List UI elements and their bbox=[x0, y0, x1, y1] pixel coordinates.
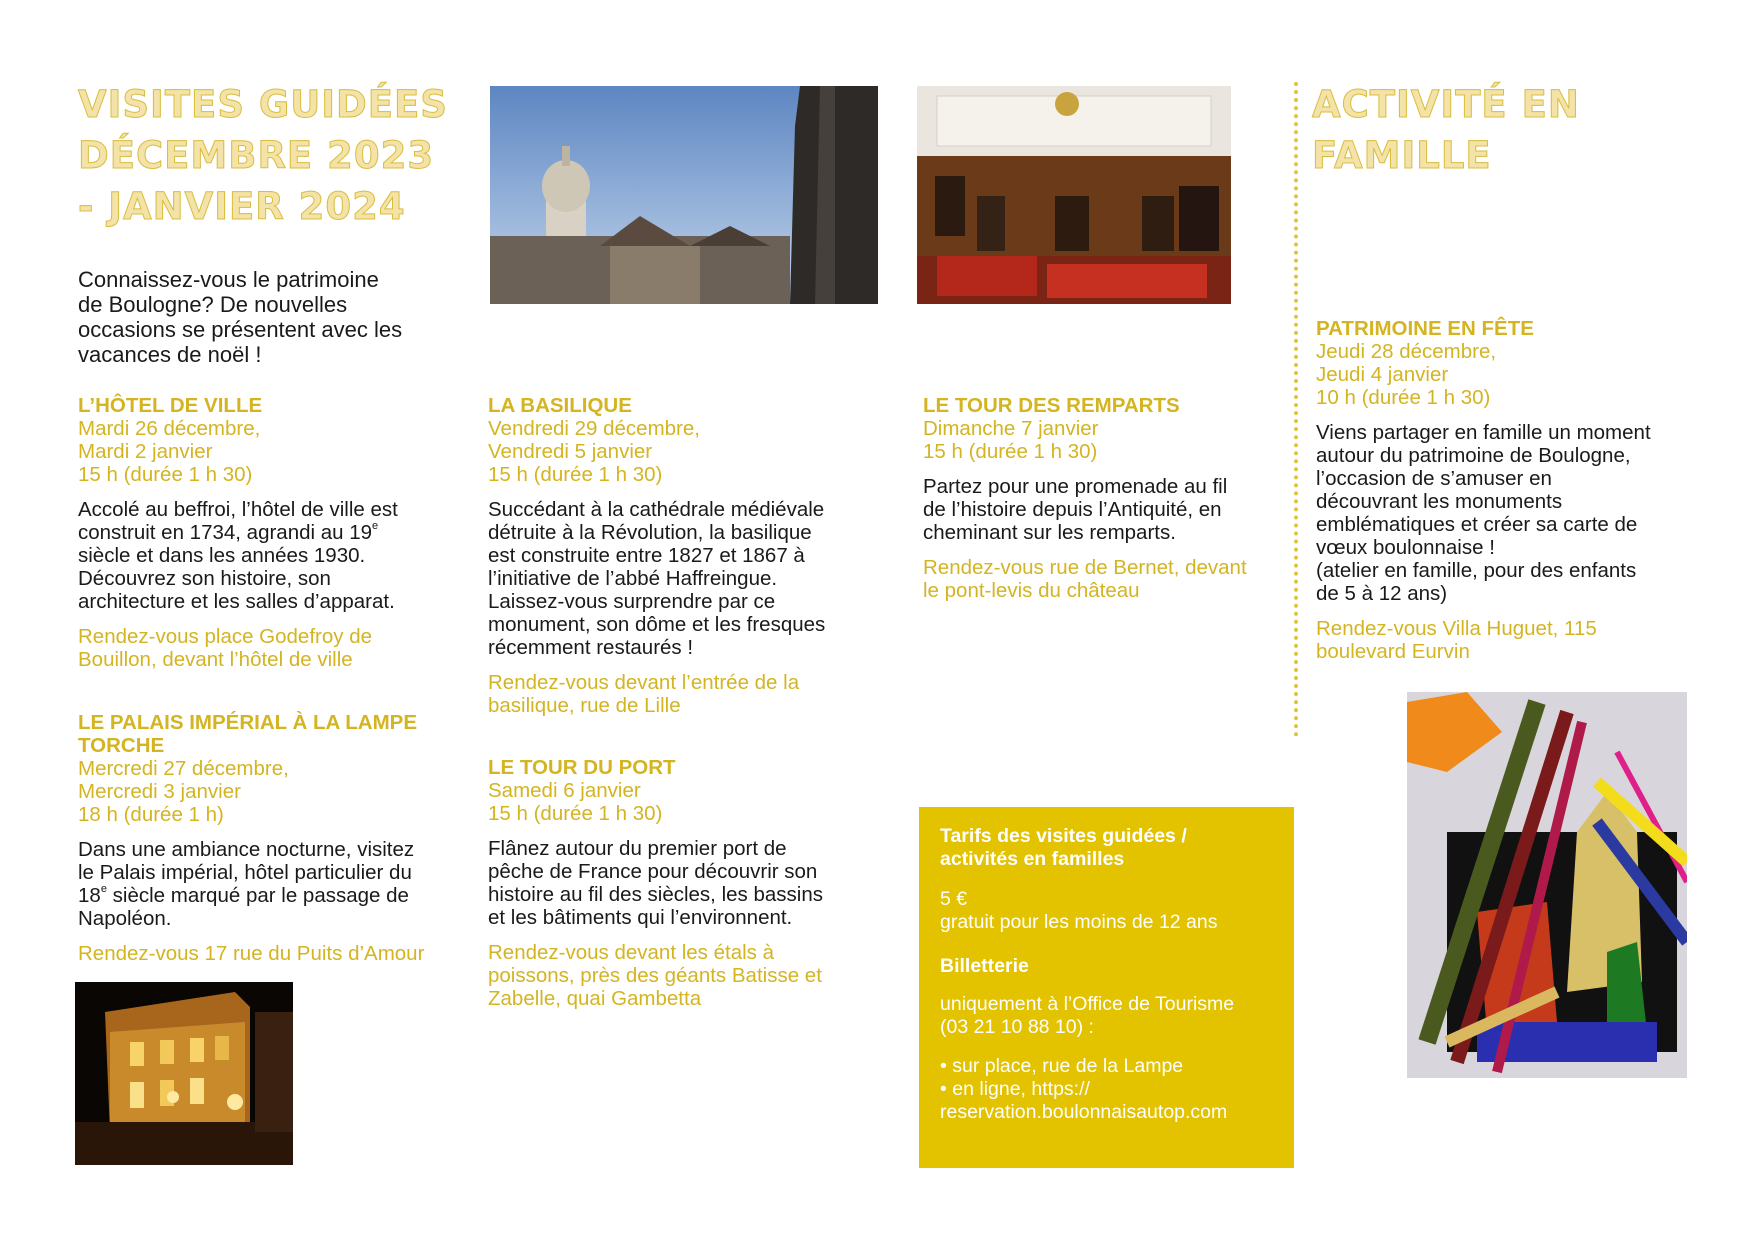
section-desc: architecture et les salles d’apparat. bbox=[78, 590, 395, 613]
section-desc: vœux boulonnaise ! bbox=[1316, 536, 1495, 559]
palais-section bbox=[78, 711, 458, 965]
section-desc: emblématiques et créer sa carte de bbox=[1316, 513, 1638, 536]
section-time: 10 h (durée 1 h 30) bbox=[1316, 386, 1491, 409]
right-title bbox=[1312, 79, 1580, 181]
section-date: Jeudi 28 décembre, bbox=[1316, 340, 1497, 363]
section-desc: de 5 à 12 ans) bbox=[1316, 582, 1448, 605]
section-desc: pêche de France pour découvrir son bbox=[488, 860, 818, 883]
section-desc: 18e siècle marqué par le passage de bbox=[78, 883, 409, 907]
salle-photo bbox=[917, 86, 1231, 304]
section-desc: histoire au fil des siècles, les bassins bbox=[488, 883, 823, 906]
section-desc: Découvrez son histoire, son bbox=[78, 567, 331, 590]
price-line: gratuit pour les moins de 12 ans bbox=[940, 911, 1218, 933]
intro-line: vacances de noël ! bbox=[78, 342, 262, 367]
intro-line: occasions se présentent avec les bbox=[78, 317, 403, 342]
tarifs-prices bbox=[940, 888, 1218, 934]
right-title-line: ACTIVITÉ EN bbox=[1312, 83, 1580, 126]
section-time: 15 h (durée 1 h 30) bbox=[78, 463, 253, 486]
section-date: Samedi 6 janvier bbox=[488, 779, 641, 802]
meeting-point: poissons, près des géants Batisse et bbox=[488, 964, 822, 987]
tarifs-heading-line: activités en familles bbox=[940, 848, 1125, 870]
section-title: LE TOUR DES REMPARTS bbox=[923, 394, 1180, 417]
booking-url[interactable]: reservation.boulonnaisautop.com bbox=[940, 1101, 1228, 1123]
section-title: L’HÔTEL DE VILLE bbox=[78, 394, 263, 417]
section-date: Vendredi 5 janvier bbox=[488, 440, 653, 463]
section-title: PATRIMOINE EN FÊTE bbox=[1316, 317, 1534, 340]
bullet-icon: • bbox=[940, 1055, 947, 1077]
section-date: Vendredi 29 décembre, bbox=[488, 417, 700, 440]
basilique-photo bbox=[490, 86, 878, 304]
craft-photo bbox=[1407, 692, 1687, 1078]
section-desc: le Palais impérial, hôtel particulier du bbox=[78, 861, 412, 884]
section-desc: découvrant les monuments bbox=[1316, 490, 1563, 513]
section-desc: Laissez-vous surprendre par ce bbox=[488, 590, 776, 613]
meeting-point: Rendez-vous rue de Bernet, devant bbox=[923, 556, 1247, 579]
palais-night-photo bbox=[75, 982, 293, 1165]
section-desc: Partez pour une promenade au fil bbox=[923, 475, 1228, 498]
bullet-item: • en ligne, https:// bbox=[940, 1078, 1090, 1100]
section-desc: Flânez autour du premier port de bbox=[488, 837, 787, 860]
left-title-line: - JANVIER 2024 bbox=[78, 185, 406, 228]
section-title: LE PALAIS IMPÉRIAL À LA LAMPE bbox=[78, 711, 418, 734]
section-desc: (atelier en famille, pour des enfants bbox=[1316, 559, 1637, 582]
tarifs-heading bbox=[940, 825, 1187, 871]
section-desc: autour du patrimoine de Boulogne, bbox=[1316, 444, 1631, 467]
section-desc: Dans une ambiance nocturne, visitez bbox=[78, 838, 415, 861]
billetterie-text bbox=[940, 993, 1234, 1039]
section-date: Mardi 26 décembre, bbox=[78, 417, 261, 440]
meeting-point: boulevard Eurvin bbox=[1316, 640, 1470, 663]
section-desc: Succédant à la cathédrale médiévale bbox=[488, 498, 825, 521]
meeting-point: Zabelle, quai Gambetta bbox=[488, 987, 702, 1010]
section-desc: l’occasion de s’amuser en bbox=[1316, 467, 1552, 490]
basilique-section bbox=[488, 394, 868, 717]
section-date: Mardi 2 janvier bbox=[78, 440, 213, 463]
section-desc: et les bâtiments qui l’environnent. bbox=[488, 906, 793, 929]
price-line: 5 € bbox=[940, 888, 968, 910]
section-desc: Accolé au beffroi, l’hôtel de ville est bbox=[78, 498, 398, 521]
section-time: 15 h (durée 1 h 30) bbox=[923, 440, 1098, 463]
intro-line: Connaissez-vous le patrimoine bbox=[78, 267, 379, 292]
remparts-section bbox=[923, 394, 1283, 602]
section-date: Mercredi 3 janvier bbox=[78, 780, 241, 803]
hotel-de-ville-section bbox=[78, 394, 458, 671]
section-date: Mercredi 27 décembre, bbox=[78, 757, 289, 780]
port-section bbox=[488, 756, 868, 1010]
billetterie-bullets bbox=[940, 1055, 1227, 1124]
tarifs-box bbox=[919, 807, 1294, 1168]
section-title: LA BASILIQUE bbox=[488, 394, 632, 417]
billetterie-label: Billetterie bbox=[940, 955, 1029, 977]
section-date: Jeudi 4 janvier bbox=[1316, 363, 1449, 386]
section-desc: cheminant sur les remparts. bbox=[923, 521, 1176, 544]
meeting-point: Rendez-vous 17 rue du Puits d’Amour bbox=[78, 942, 425, 965]
famille-section bbox=[1316, 317, 1706, 663]
intro-line: de Boulogne? De nouvelles bbox=[78, 292, 348, 317]
section-desc: détruite à la Révolution, la basilique bbox=[488, 521, 812, 544]
section-desc: Napoléon. bbox=[78, 907, 172, 930]
section-desc: siècle et dans les années 1930. bbox=[78, 544, 366, 567]
column-separator bbox=[1294, 82, 1298, 737]
left-title-line: VISITES GUIDÉES bbox=[78, 83, 448, 126]
section-desc: est construite entre 1827 et 1867 à bbox=[488, 544, 805, 567]
section-time: 18 h (durée 1 h) bbox=[78, 803, 224, 826]
meeting-point: Bouillon, devant l’hôtel de ville bbox=[78, 648, 353, 671]
meeting-point: le pont-levis du château bbox=[923, 579, 1140, 602]
meeting-point: Rendez-vous devant les étals à bbox=[488, 941, 775, 964]
intro-text bbox=[78, 267, 402, 367]
left-title-line: DÉCEMBRE 2023 bbox=[78, 134, 435, 177]
meeting-point: Rendez-vous place Godefroy de bbox=[78, 625, 373, 648]
section-title: LE TOUR DU PORT bbox=[488, 756, 676, 779]
bullet-item: • sur place, rue de la Lampe bbox=[940, 1055, 1184, 1077]
section-date: Dimanche 7 janvier bbox=[923, 417, 1099, 440]
billetterie-line: uniquement à l’Office de Tourisme bbox=[940, 993, 1235, 1015]
section-time: 15 h (durée 1 h 30) bbox=[488, 802, 663, 825]
billetterie-line: (03 21 10 88 10) : bbox=[940, 1016, 1094, 1038]
right-title-line: FAMILLE bbox=[1312, 134, 1492, 177]
meeting-point: Rendez-vous Villa Huguet, 115 bbox=[1316, 617, 1597, 640]
section-desc: récemment restaurés ! bbox=[488, 636, 694, 659]
meeting-point: Rendez-vous devant l’entrée de la bbox=[488, 671, 800, 694]
meeting-point: basilique, rue de Lille bbox=[488, 694, 681, 717]
section-desc: Viens partager en famille un moment bbox=[1316, 421, 1651, 444]
tarifs-heading-line: Tarifs des visites guidées / bbox=[940, 825, 1187, 847]
section-desc: construit en 1734, agrandi au 19e bbox=[78, 520, 379, 544]
section-desc: monument, son dôme et les fresques bbox=[488, 613, 826, 636]
bullet-icon: • bbox=[940, 1078, 947, 1100]
section-title: TORCHE bbox=[78, 734, 165, 757]
section-time: 15 h (durée 1 h 30) bbox=[488, 463, 663, 486]
section-desc: de l’histoire depuis l’Antiquité, en bbox=[923, 498, 1222, 521]
section-desc: l’initiative de l’abbé Haffreingue. bbox=[488, 567, 778, 590]
left-title bbox=[78, 79, 448, 232]
